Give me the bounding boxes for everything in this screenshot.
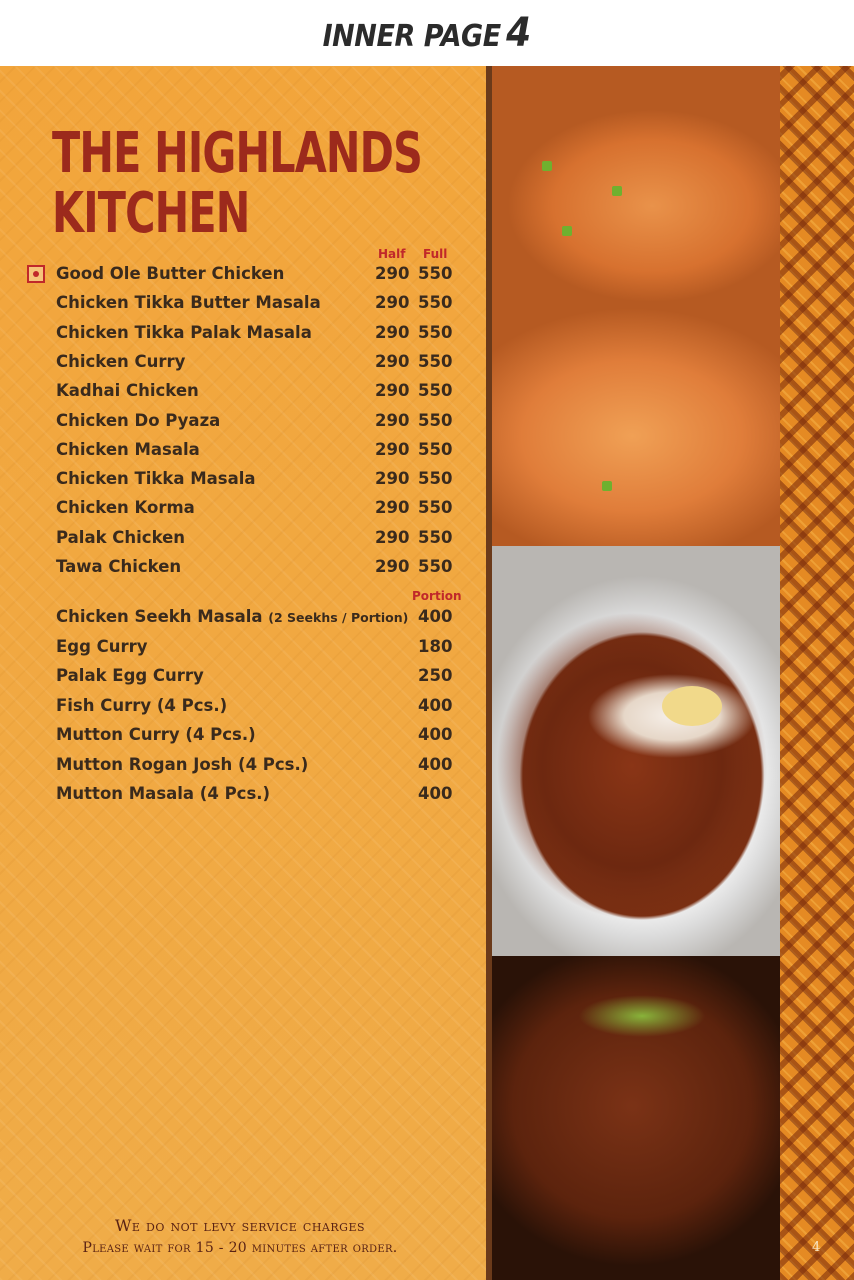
menu-item-portion-price: 250 <box>418 666 453 685</box>
menu-item <box>56 696 456 720</box>
menu-item-full-price: 550 <box>418 351 453 371</box>
menu-item-portion-price: 400 <box>418 607 453 626</box>
menu-item-name: Chicken Tikka Palak Masala <box>56 322 312 342</box>
menu-item-name: Mutton Rogan Josh (4 Pcs.) <box>56 754 309 774</box>
footer-service-note: We do not levy service charges <box>114 1216 366 1235</box>
section-title-line2: KITCHEN <box>52 181 250 246</box>
menu-item <box>56 637 456 661</box>
menu-item <box>56 469 456 493</box>
menu-item-full-price: 550 <box>418 439 453 459</box>
butter-chicken-photo <box>492 66 780 596</box>
menu-item-name: Palak Egg Curry <box>56 666 204 685</box>
menu-item-portion-price: 400 <box>418 695 453 715</box>
header-title <box>323 10 531 56</box>
menu-item-half-price: 290 <box>375 557 410 576</box>
menu-item-full-price: 550 <box>418 469 453 489</box>
menu-item-name: Fish Curry (4 Pcs.) <box>56 695 228 715</box>
header-page-number: 4 <box>506 10 532 56</box>
menu-item-name: Tawa Chicken <box>56 557 182 576</box>
menu-item <box>56 528 456 552</box>
menu-item-full-price: 550 <box>418 527 453 547</box>
menu-item-half-price: 290 <box>375 293 410 313</box>
menu-item-portion-price: 400 <box>418 725 453 744</box>
menu-item-full-price: 550 <box>418 410 453 430</box>
menu-item-half-price: 290 <box>375 439 410 459</box>
menu-item-name: Mutton Masala (4 Pcs.) <box>56 784 271 803</box>
menu-item <box>56 666 456 690</box>
menu-item-half-price: 290 <box>375 264 410 283</box>
menu-item-name: Chicken Seekh Masala <box>56 607 263 626</box>
menu-item-name: Chicken Curry <box>56 351 186 371</box>
menu-item-full-price: 550 <box>418 557 453 576</box>
menu-item-name: Mutton Curry (4 Pcs.) <box>56 725 256 744</box>
menu-item-full-price: 550 <box>418 381 453 401</box>
menu-item <box>56 607 456 631</box>
menu-item-name: Egg Curry <box>56 636 148 656</box>
menu-item <box>56 725 456 749</box>
garnish <box>602 481 612 491</box>
menu-item <box>56 784 456 808</box>
menu-item <box>56 323 456 347</box>
menu-item-portion-price: 400 <box>418 784 453 803</box>
footer-wait-note: Please wait for 15 - 20 minutes after order. <box>82 1240 398 1256</box>
menu-item-name-wrap <box>56 607 408 626</box>
menu-item-half-price: 290 <box>375 527 410 547</box>
section-title-line1: THE HIGHLANDS <box>52 121 423 186</box>
tartan-border <box>780 66 854 1280</box>
menu-item-name-wrap <box>56 784 270 803</box>
menu-item-portion-price: 400 <box>418 754 453 774</box>
menu-item-name: Good Ole Butter Chicken <box>56 264 285 283</box>
menu-item-half-price: 290 <box>375 410 410 430</box>
menu-item <box>56 381 456 405</box>
garnish <box>542 161 552 171</box>
column-header-portion: Portion <box>412 589 462 603</box>
garnish <box>612 186 622 196</box>
menu-item-name-wrap <box>56 666 204 685</box>
menu-item-name: Chicken Tikka Masala <box>56 469 256 489</box>
menu-item <box>56 352 456 376</box>
menu-item-full-price: 550 <box>418 322 453 342</box>
menu-item-name: Palak Chicken <box>56 527 186 547</box>
menu-item-name: Chicken Korma <box>56 498 195 518</box>
menu-item <box>56 411 456 435</box>
menu-item-name: Chicken Do Pyaza <box>56 410 221 430</box>
mutton-curry-photo <box>492 546 780 956</box>
page-number: 4 <box>812 1240 821 1255</box>
page-header <box>0 0 854 66</box>
menu-item-name: Chicken Masala <box>56 439 200 459</box>
menu-item-portion-price: 180 <box>418 636 453 656</box>
menu-item-full-price: 550 <box>418 293 453 313</box>
column-header-full: Full <box>423 247 448 261</box>
section-title <box>52 121 423 246</box>
garnish <box>562 226 572 236</box>
egg-yolk <box>662 686 722 726</box>
header-title-text: INNER PAGE <box>322 19 502 54</box>
menu-item-name: Kadhai Chicken <box>56 381 199 401</box>
menu-item <box>56 440 456 464</box>
menu-item-half-price: 290 <box>375 381 410 401</box>
menu-item-name: Chicken Tikka Butter Masala <box>56 293 321 313</box>
menu-item-name-wrap <box>56 696 227 715</box>
menu-item-full-price: 550 <box>418 264 453 283</box>
menu-item <box>56 293 456 317</box>
menu-item-half-price: 290 <box>375 351 410 371</box>
menu-item-half-price: 290 <box>375 498 410 518</box>
menu-item <box>56 264 456 288</box>
menu-item-note: (2 Seekhs / Portion) <box>268 610 409 625</box>
menu-item-full-price: 550 <box>418 498 453 518</box>
mutton-masala-photo <box>492 956 780 1280</box>
menu-item-half-price: 290 <box>375 469 410 489</box>
menu-item-half-price: 290 <box>375 322 410 342</box>
menu-item-name-wrap <box>56 637 148 656</box>
menu-item <box>56 755 456 779</box>
menu-item-name-wrap <box>56 725 256 744</box>
column-header-half: Half <box>378 247 406 261</box>
menu-item-name-wrap <box>56 755 308 774</box>
menu-item <box>56 557 456 581</box>
chef-special-icon <box>27 265 45 283</box>
menu-item <box>56 498 456 522</box>
food-photo-column <box>492 66 780 1280</box>
